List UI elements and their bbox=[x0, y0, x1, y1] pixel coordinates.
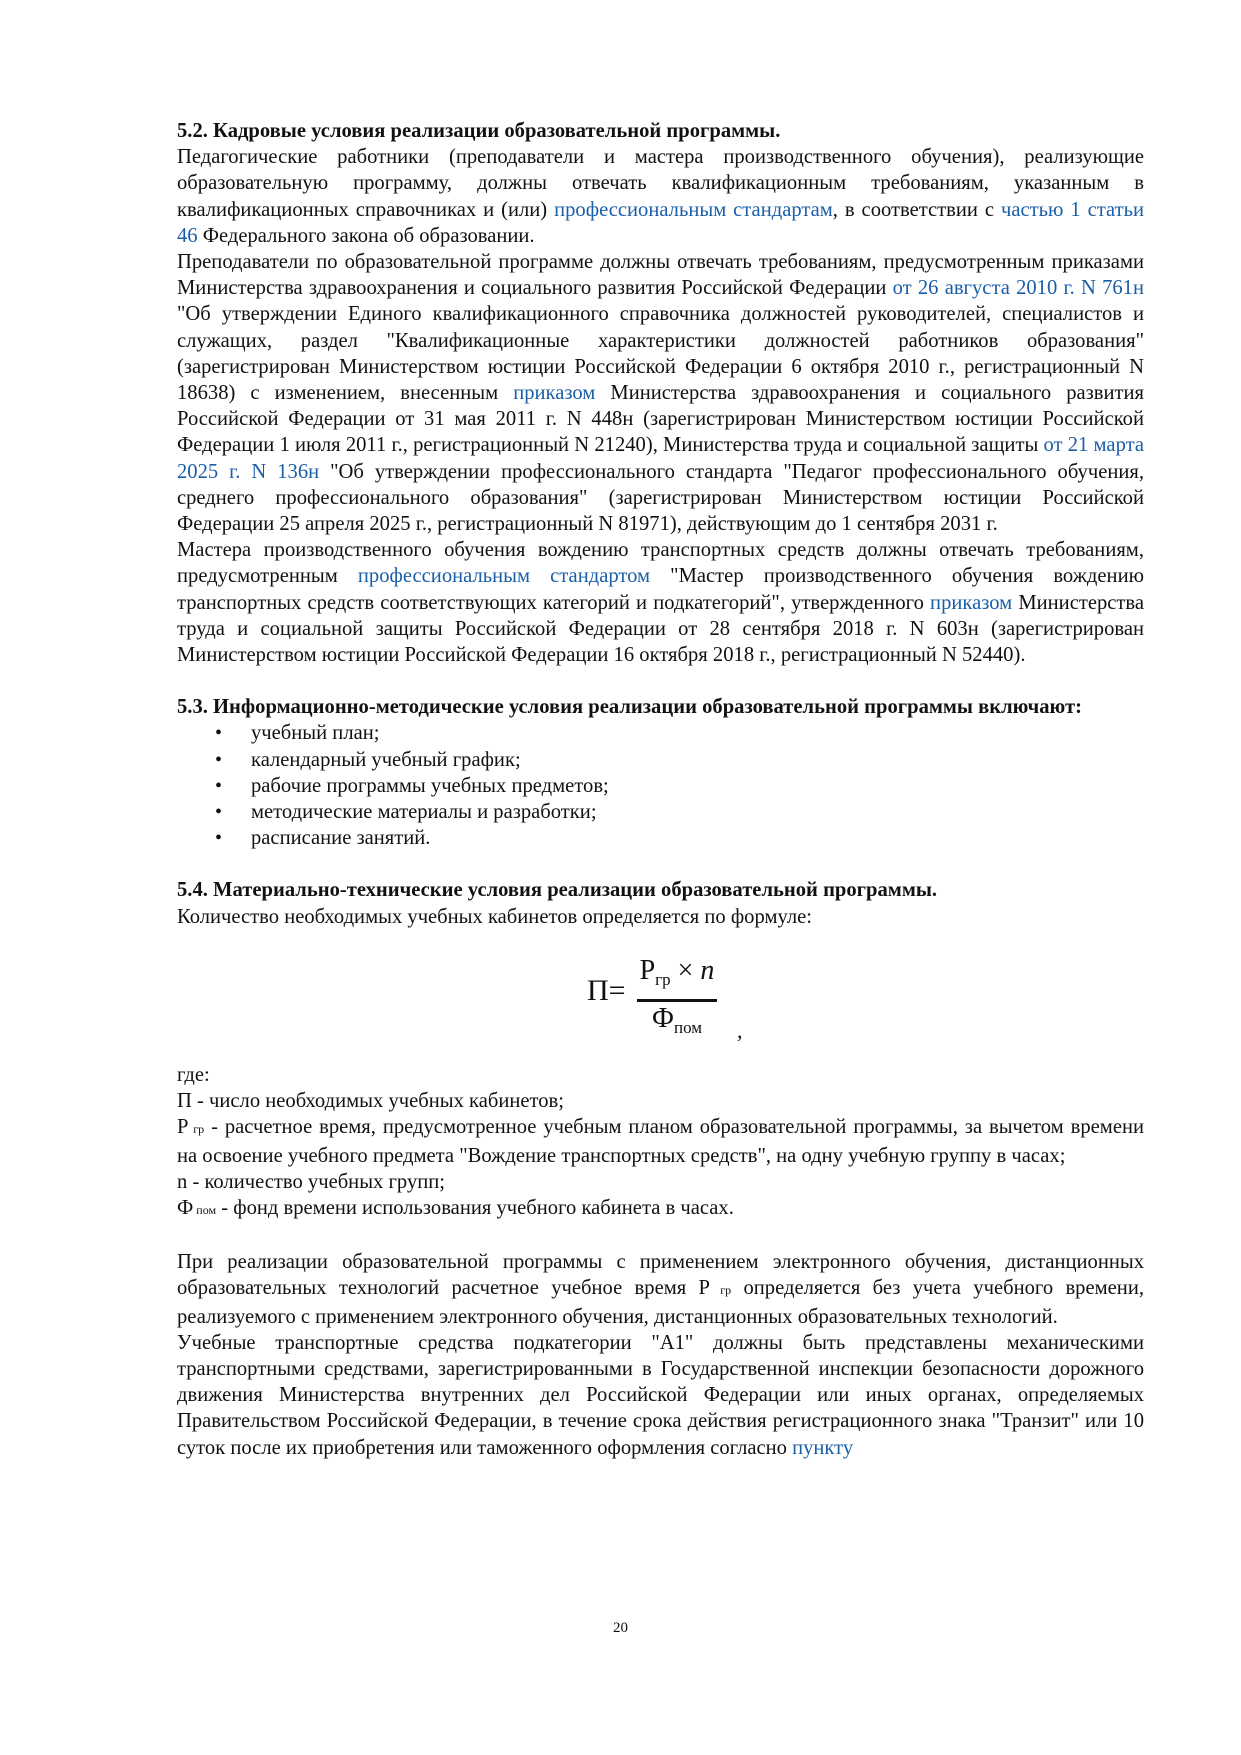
formula-lhs: П= bbox=[587, 973, 626, 1007]
text: "Об утверждении профессионального стандарта "Педагог профессионального обучения, среднего профессионального образования" (зарегистрирован Министерством юстиции Российской Федерации 25 апреля 2025 г., регистрационный N 81971), действующим до 1 сентября 2031 г. bbox=[177, 460, 1144, 536]
subscript: пом bbox=[674, 1017, 703, 1037]
symbol: Ф bbox=[651, 1002, 675, 1034]
link-order[interactable]: приказом bbox=[513, 382, 596, 405]
link-article-46[interactable]: частью 1 статьи 46 bbox=[177, 198, 1144, 247]
paragraph bbox=[177, 537, 1144, 668]
page-number: 20 bbox=[613, 1620, 628, 1636]
text: Федерального закона об образовании. bbox=[197, 224, 535, 247]
where-label: где: bbox=[177, 1063, 210, 1086]
link-order-136n[interactable]: от 21 марта 2025 г. N 136н bbox=[177, 434, 1144, 483]
classroom-formula bbox=[177, 944, 1144, 1062]
text: При реализации образовательной программы с применением электронного обучения, дистанционных образовательных технологий расчетное учебное время Р bbox=[177, 1251, 1144, 1300]
text: - фонд времени использования учебного кабинета в часах. bbox=[216, 1196, 734, 1219]
section-5-2-heading: 5.2. Кадровые условия реализации образовательной программы. bbox=[177, 120, 781, 142]
paragraph bbox=[177, 144, 1144, 249]
formula-numerator bbox=[637, 954, 717, 1002]
section-5-4-heading: 5.4. Материально-технические условия реализации образовательной программы. bbox=[177, 879, 938, 902]
definition bbox=[177, 1195, 1144, 1223]
text: Преподаватели по образовательной программе должны отвечать требованиям, предусмотренным приказами Министерства здравоохранения и социального развития Российской Федерации bbox=[177, 251, 1144, 300]
formula-comma: , bbox=[737, 1017, 743, 1043]
text: определяется без учета учебного времени, реализуемого с применением электронного обучения, дистанционных образовательных технологий. bbox=[177, 1277, 1144, 1328]
definition: n - количество учебных групп; bbox=[177, 1170, 446, 1193]
list-item: • календарный учебный график; bbox=[177, 747, 1144, 773]
definition bbox=[177, 1114, 1144, 1168]
variable: n bbox=[700, 954, 715, 986]
link-paragraph[interactable]: пункту bbox=[792, 1436, 854, 1459]
subscript: гр bbox=[710, 1283, 732, 1298]
text: Учебные транспортные средства подкатегории "А1" должны быть представлены механическими транспортными средствами, зарегистрированными в Государственной инспекции безопасности дорожного движения Министерства внутренних дел Российской Федерации или иных органах, определяемых Правительством Российской Федерации, в течение срока действия регистрационного знака "Транзит" или 10 суток после их приобретения или таможенного оформления согласно bbox=[177, 1331, 1144, 1459]
text: "Об утверждении Единого квалификационного справочника должностей руководителей, специалистов и служащих, раздел "Квалификационные характеристики должностей работников образования" (зарегистрирован Министерством юстиции Российской Федерации 6 октября 2010 г., регистрационный N 18638) с изменением, внесенным bbox=[177, 303, 1144, 405]
list-item: • методические материалы и разработки; bbox=[177, 799, 1144, 825]
text: Министерства здравоохранения и социального развития Российской Федерации от 31 мая 2011 г. N 448н (зарегистрирован Министерством юстиции Российской Федерации 1 июля 2011 г., регистрационный N 21240), Министерства труда и социальной защиты bbox=[177, 382, 1144, 457]
list-item: • учебный план; bbox=[177, 720, 1144, 746]
link-professional-standard[interactable]: профессиональным стандартом bbox=[357, 565, 651, 588]
link-professional-standards[interactable]: профессиональным стандартам bbox=[554, 198, 833, 221]
subscript: гр bbox=[188, 1122, 205, 1137]
symbol: Р bbox=[639, 954, 656, 986]
definition: П - число необходимых учебных кабинетов; bbox=[177, 1090, 564, 1113]
operator: × bbox=[670, 954, 701, 986]
symbol: Ф bbox=[177, 1196, 194, 1219]
formula-denominator bbox=[637, 1002, 717, 1045]
formula-fraction bbox=[637, 954, 717, 1045]
link-order-761n[interactable]: от 26 августа 2010 г. N 761н bbox=[892, 277, 1144, 300]
text: , в соответствии с bbox=[832, 198, 1001, 221]
info-methodical-list bbox=[177, 720, 1144, 851]
document-page bbox=[177, 118, 1144, 1461]
subscript: гр bbox=[655, 969, 671, 989]
symbol: Р bbox=[177, 1116, 189, 1139]
list-item: • расписание занятий. bbox=[177, 825, 1144, 851]
link-order-603n[interactable]: приказом bbox=[930, 591, 1013, 614]
paragraph bbox=[177, 249, 1144, 537]
text: - расчетное время, предусмотренное учебным планом образовательной программы, за вычетом времени на освоение учебного предмета "Вождение транспортных средств", на одну учебную группу в часах; bbox=[177, 1116, 1144, 1167]
text: Мастера производственного обучения вождению транспортных средств должны отвечать требованиям, предусмотренным bbox=[177, 539, 1144, 588]
text: Педагогические работники (преподаватели и мастера производственного обучения), реализующие образовательную программу, должны отвечать квалификационным требованиям, указанным в квалификационных справочниках и (или) bbox=[177, 146, 1144, 221]
subscript: пом bbox=[193, 1202, 217, 1217]
paragraph bbox=[177, 1330, 1144, 1461]
paragraph bbox=[177, 1249, 1144, 1330]
text: Министерства труда и социальной защиты Российской Федерации от 28 сентября 2018 г. N 603н (зарегистрирован Министерством юстиции Российской Федерации 16 октября 2018 г., регистрационный N 52440). bbox=[177, 591, 1145, 667]
list-item: • рабочие программы учебных предметов; bbox=[177, 773, 1144, 799]
section-5-3-heading: 5.3. Информационно-методические условия реализации образовательной программы включают: bbox=[177, 696, 1082, 719]
formula-intro: Количество необходимых учебных кабинетов определяется по формуле: bbox=[177, 905, 813, 928]
text: "Мастер производственного обучения вождению транспортных средств соответствующих категорий и подкатегорий", утвержденного bbox=[177, 565, 1144, 614]
